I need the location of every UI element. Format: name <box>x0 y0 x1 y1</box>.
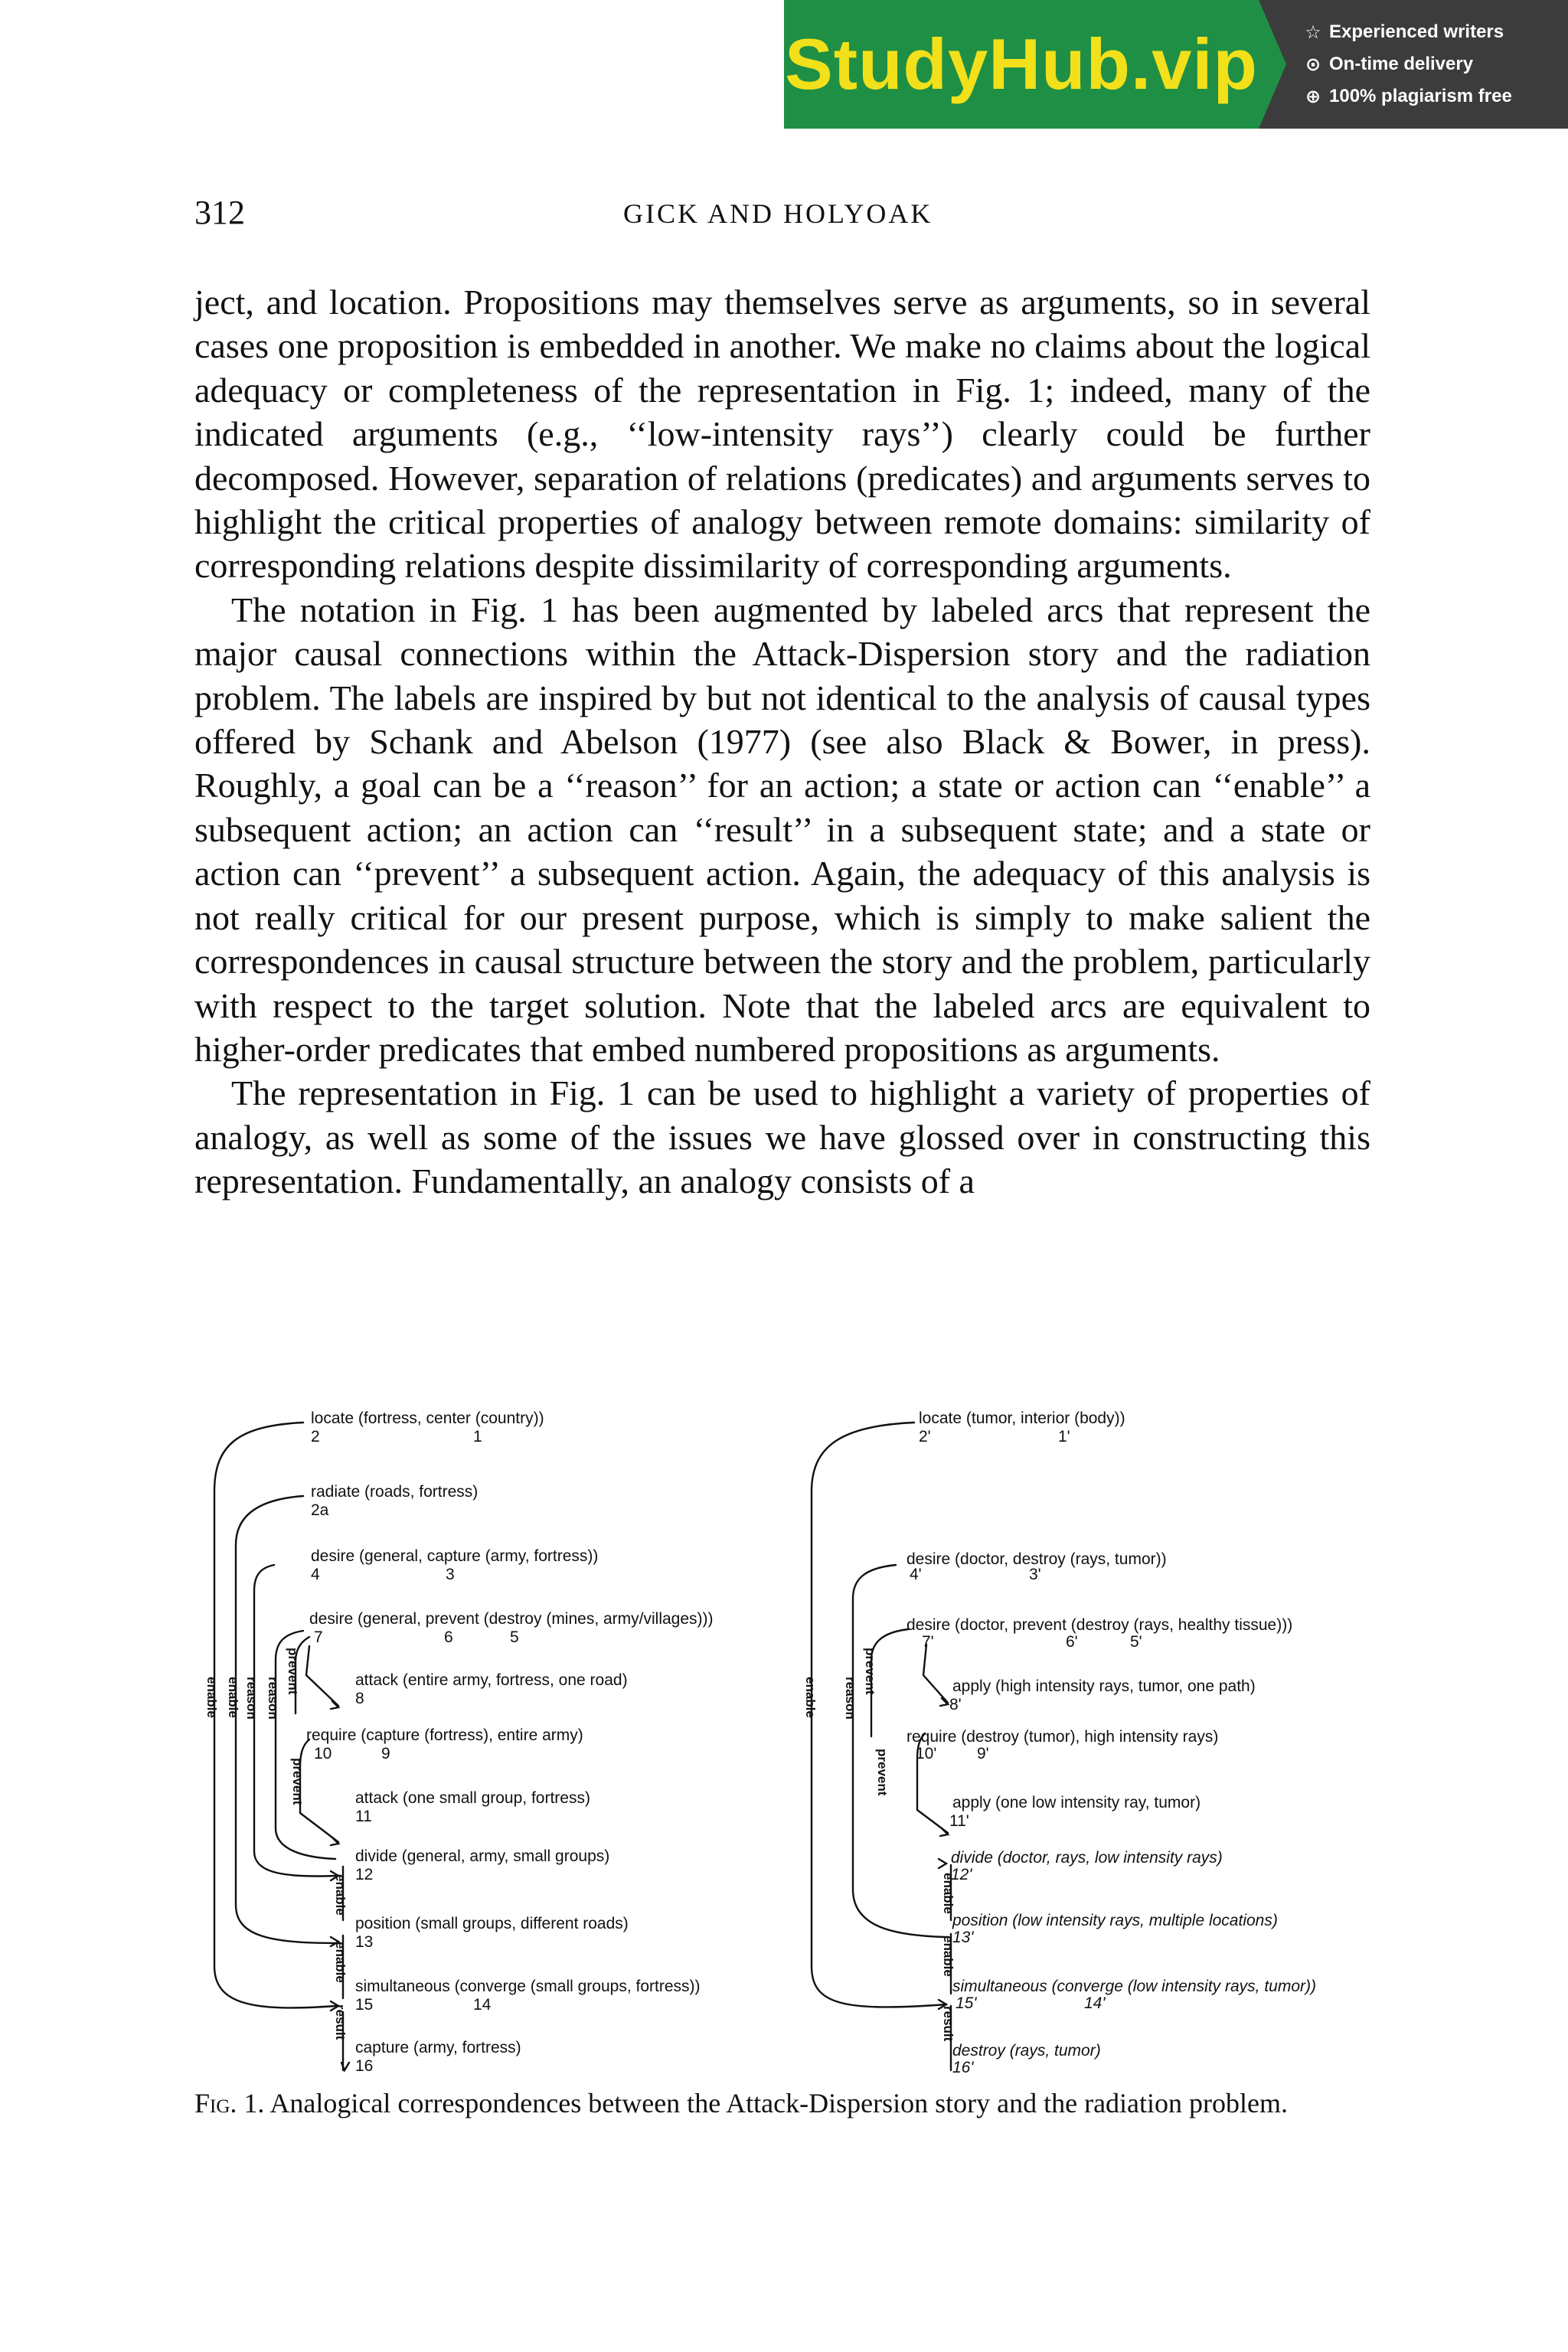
prop-number: 14 <box>473 1996 492 2014</box>
arc-label-prevent: prevent <box>290 1758 305 1805</box>
arc-right-enable-outer <box>812 1423 946 2007</box>
feature-label: 100% plagiarism free <box>1329 86 1512 106</box>
arc-label-result: result <box>941 2006 956 2042</box>
prop-number: 4 <box>311 1566 320 1583</box>
prop-number: 15 <box>355 1996 374 2014</box>
arc-right-prevent-1b <box>923 1645 948 1703</box>
arc-label-enable: enable <box>333 1942 348 1983</box>
paragraph: The representation in Fig. 1 can be used to highlight a variety of properties of analogy, as well as some of the issues we have glossed over in constructing this representation. Fundamentally, an analogy consists of a <box>194 1073 1370 1201</box>
arc-label-enable: enable <box>941 1936 956 1977</box>
prop-capture-army: capture (army, fortress) <box>355 2039 521 2056</box>
prop-number: 7' <box>922 1633 934 1651</box>
prop-require-capture: require (capture (fortress), entire army) <box>306 1726 583 1744</box>
banner-arrow-shape <box>1259 0 1286 129</box>
prop-number: 9' <box>977 1745 989 1762</box>
prop-desire-prevent: desire (general, prevent (destroy (mines, army/villages))) <box>309 1610 714 1628</box>
prop-number: 2a <box>311 1501 329 1519</box>
prop-number: 10 <box>314 1745 332 1762</box>
prop-number: 13 <box>355 1933 374 1951</box>
feature-label: Experienced writers <box>1329 21 1504 42</box>
arc-label-prevent: prevent <box>286 1648 300 1695</box>
prop-require-destroy: require (destroy (tumor), high intensity rays) <box>906 1728 1219 1746</box>
prop-position-groups: position (small groups, different roads) <box>355 1915 629 1932</box>
prop-radiate-roads: radiate (roads, fortress) <box>311 1483 479 1501</box>
prop-number: 13' <box>952 1929 974 1946</box>
arc-prevent-1b <box>306 1646 338 1706</box>
prop-number: 5 <box>510 1628 519 1646</box>
prop-number: 2' <box>919 1428 931 1446</box>
feature-plagiarism-free <box>1303 86 1568 108</box>
paragraph: The notation in Fig. 1 has been augmented by labeled arcs that represent the major causal connections within the Attack-Dispersion story and the radiation problem. The labels are inspired by but not identical to the analysis of causal types offered by Schank and Abelson (1977) (see also Black & Bower, in press). Roughly, a goal can be a ‘‘reason’’ for an action; a state or action can ‘‘enable’’ a subsequent action; an action can ‘‘result’’ in a subsequent state; and a state or action can ‘‘prevent’’ a subsequent action. Again, the adequacy of this analysis is not really critical for our present purpose, which is simply to make salient the correspondences in causal structure between the story and the problem, particularly with respect to the target solution. Note that the labeled arcs are equivalent to higher-order predicates that embed numbered propositions as arguments. <box>194 590 1370 1069</box>
prop-number: 1 <box>473 1428 482 1446</box>
prop-apply-high-intensity: apply (high intensity rays, tumor, one path) <box>952 1677 1256 1695</box>
prop-number: 4' <box>910 1566 922 1583</box>
arc-label-enable: enable <box>204 1677 219 1718</box>
figure-1 <box>204 1400 1401 2089</box>
running-head: GICK AND HOLYOAK <box>623 198 933 229</box>
arc-label-prevent: prevent <box>875 1749 890 1796</box>
prop-locate-fortress: locate (fortress, center (country)) <box>311 1410 544 1427</box>
feature-on-time-delivery <box>1303 54 1568 76</box>
prop-divide-army: divide (general, army, small groups) <box>355 1847 610 1865</box>
prop-number: 9 <box>381 1745 390 1762</box>
caption-text: Analogical correspondences between the Attack-Dispersion story and the radiation problem. <box>270 2088 1288 2118</box>
prop-number: 12 <box>355 1866 374 1883</box>
prop-number: 8 <box>355 1690 364 1707</box>
prop-number: 12' <box>951 1866 972 1883</box>
prop-number: 1' <box>1058 1428 1070 1446</box>
prop-number: 3 <box>446 1566 455 1583</box>
feature-experienced-writers <box>1303 21 1568 44</box>
arc-label-reason: reason <box>244 1677 259 1720</box>
prop-destroy-tumor: destroy (rays, tumor) <box>952 2042 1101 2060</box>
banner-features <box>1286 0 1568 129</box>
prop-number: 2 <box>311 1428 320 1446</box>
star-icon: ☆ <box>1305 21 1321 43</box>
prop-apply-low-intensity: apply (one low intensity ray, tumor) <box>952 1794 1201 1811</box>
arc-label-enable: enable <box>803 1677 818 1718</box>
prop-number: 3' <box>1029 1566 1041 1583</box>
prop-attack-small-group: attack (one small group, fortress) <box>355 1789 590 1807</box>
prop-divide-rays: divide (doctor, rays, low intensity rays) <box>951 1849 1223 1867</box>
studyhub-banner[interactable] <box>784 0 1568 129</box>
prop-number: 6 <box>444 1628 453 1646</box>
prop-simultaneous-rays: simultaneous (converge (low intensity rays, tumor)) <box>952 1978 1317 1995</box>
prop-desire-capture: desire (general, capture (army, fortress)) <box>311 1547 599 1565</box>
arc-label-enable: enable <box>333 1874 348 1916</box>
prop-number: 5' <box>1130 1633 1142 1651</box>
paragraph: ject, and location. Propositions may themselves serve as arguments, so in several cases one proposition is embedded in another. We make no claims about the logical adequacy or completeness of the representation in Fig. 1; indeed, many of the indicated arguments (e.g., ‘‘low-intensity rays’’) clearly could be further decomposed. However, separation of relations (predicates) and arguments serves to highlight the critical properties of analogy between remote domains: similarity of corresponding relations despite dissimilarity of corresponding arguments. <box>194 283 1370 586</box>
arc-label-result: result <box>333 2004 348 2040</box>
caption-label: Fig. 1. <box>194 2088 265 2118</box>
arc-label-prevent: prevent <box>863 1648 877 1695</box>
prop-number: 15' <box>956 1994 977 2012</box>
figure-caption <box>194 2084 1370 2122</box>
feature-label: On-time delivery <box>1329 54 1474 74</box>
prop-locate-tumor: locate (tumor, interior (body)) <box>919 1410 1125 1427</box>
prop-simultaneous-converge: simultaneous (converge (small groups, fortress)) <box>355 1978 701 1995</box>
prop-number: 16' <box>952 2059 974 2076</box>
prop-desire-destroy: desire (doctor, destroy (rays, tumor)) <box>906 1550 1167 1568</box>
prop-number: 14' <box>1084 1994 1106 2012</box>
body-text <box>194 280 1370 1204</box>
shield-icon: ⊕ <box>1305 86 1321 107</box>
prop-attack-entire-army: attack (entire army, fortress, one road) <box>355 1671 628 1689</box>
prop-position-rays: position (low intensity rays, multiple locations) <box>952 1912 1278 1929</box>
prop-desire-prevent-tissue: desire (doctor, prevent (destroy (rays, healthy tissue))) <box>906 1616 1293 1634</box>
banner-brand-panel <box>784 0 1286 129</box>
page-number: 312 <box>194 194 245 231</box>
prop-number: 8' <box>949 1696 962 1713</box>
clock-icon: ⊙ <box>1305 54 1321 75</box>
arc-label-enable: enable <box>226 1677 240 1718</box>
prop-number: 6' <box>1066 1633 1078 1651</box>
arc-label-reason: reason <box>266 1677 280 1720</box>
arc-label-enable: enable <box>941 1873 956 1914</box>
prop-number: 7 <box>314 1628 323 1646</box>
prop-number: 10' <box>916 1745 937 1762</box>
prop-number: 11' <box>949 1812 969 1830</box>
prop-number: 11 <box>355 1808 372 1825</box>
prop-number: 16 <box>355 2057 374 2075</box>
arc-label-reason: reason <box>843 1677 858 1720</box>
brand-logo[interactable]: StudyHub.vip <box>785 24 1258 104</box>
